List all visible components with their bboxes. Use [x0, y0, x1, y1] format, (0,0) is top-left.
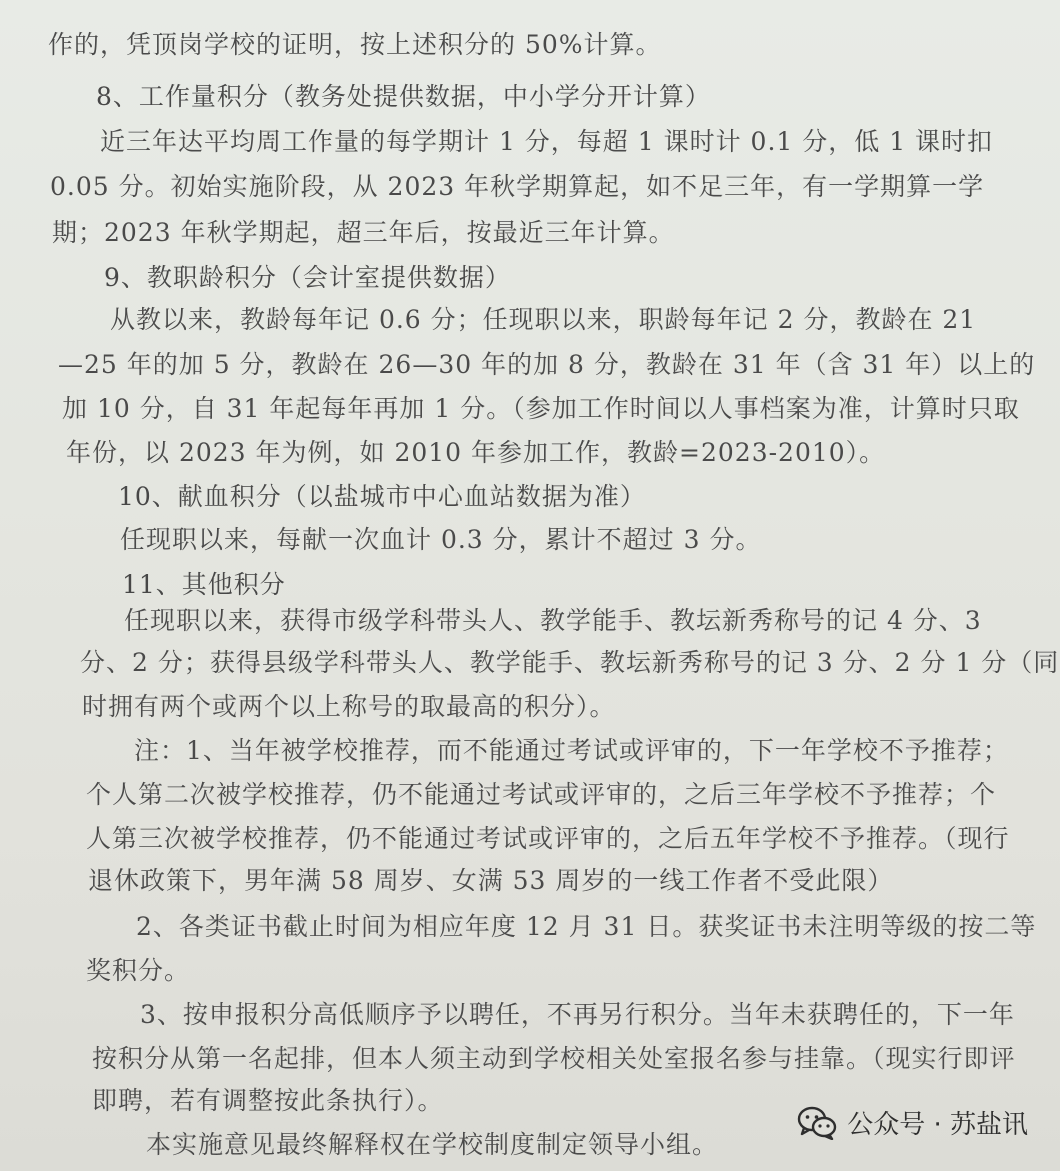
- section-heading-workload: 8、工作量积分（教务处提供数据，中小学分开计算）: [96, 82, 711, 111]
- text-line: 0.05 分。初始实施阶段，从 2023 年秋学期算起，如不足三年，有一学期算一学: [50, 172, 985, 201]
- watermark: [797, 1104, 1028, 1141]
- text-line: 期；2023 年秋学期起，超三年后，按最近三年计算。: [52, 218, 675, 247]
- text-line: 作的，凭顶岗学校的证明，按上述积分的 50%计算。: [48, 30, 662, 59]
- section-heading-other: 11、其他积分: [122, 570, 286, 599]
- closing-line: 本实施意见最终解释权在学校制度制定领导小组。: [146, 1130, 719, 1159]
- text-line: —25 年的加 5 分，教龄在 26—30 年的加 8 分，教龄在 31 年（含 31 年）以上的: [58, 350, 1036, 379]
- text-line: 从教以来，教龄每年记 0.6 分；任现职以来，职龄每年记 2 分，教龄在 21: [110, 305, 977, 334]
- watermark-text: 公众号 · 苏盐讯: [847, 1110, 1028, 1140]
- section-heading-seniority: 9、教职龄积分（会计室提供数据）: [104, 263, 511, 292]
- note-line: 3、按申报积分高低顺序予以聘任，不再另行积分。当年未获聘任的，下一年: [140, 1000, 1015, 1029]
- text-line: 加 10 分，自 31 年起每年再加 1 分。（参加工作时间以人事档案为准，计算时只取: [62, 394, 1020, 423]
- note-line: 即聘，若有调整按此条执行）。: [92, 1086, 444, 1115]
- note-line: 人第三次被学校推荐，仍不能通过考试或评审的，之后五年学校不予推荐。（现行: [86, 824, 1010, 853]
- wechat-icon: [797, 1106, 837, 1140]
- text-line: 任现职以来，获得市级学科带头人、教学能手、教坛新秀称号的记 4 分、3: [124, 606, 982, 635]
- text-line: 分、2 分；获得县级学科带头人、教学能手、教坛新秀称号的记 3 分、2 分 1 分（同: [80, 648, 1060, 677]
- text-line: 任现职以来，每献一次血计 0.3 分，累计不超过 3 分。: [120, 525, 762, 554]
- text-line: 近三年达平均周工作量的每学期计 1 分，每超 1 课时计 0.1 分，低 1 课时扣: [100, 127, 994, 156]
- section-heading-blood-donation: 10、献血积分（以盐城市中心血站数据为准）: [118, 482, 646, 511]
- note-line: 退休政策下，男年满 58 周岁、女满 53 周岁的一线工作者不受此限）: [88, 866, 894, 895]
- text-line: 年份，以 2023 年为例，如 2010 年参加工作，教龄=2023-2010）。: [66, 438, 886, 467]
- note-line: 个人第二次被学校推荐，仍不能通过考试或评审的，之后三年学校不予推荐；个: [86, 780, 997, 809]
- note-line: 按积分从第一名起排，但本人须主动到学校相关处室报名参与挂靠。（现实行即评: [92, 1044, 1016, 1073]
- text-line: 时拥有两个或两个以上称号的取最高的积分）。: [82, 692, 616, 721]
- note-line: 2、各类证书截止时间为相应年度 12 月 31 日。获奖证书未注明等级的按二等: [136, 912, 1037, 941]
- note-line: 奖积分。: [86, 956, 191, 985]
- note-line: 注：1、当年被学校推荐，而不能通过考试或评审的，下一年学校不予推荐；: [134, 736, 1009, 765]
